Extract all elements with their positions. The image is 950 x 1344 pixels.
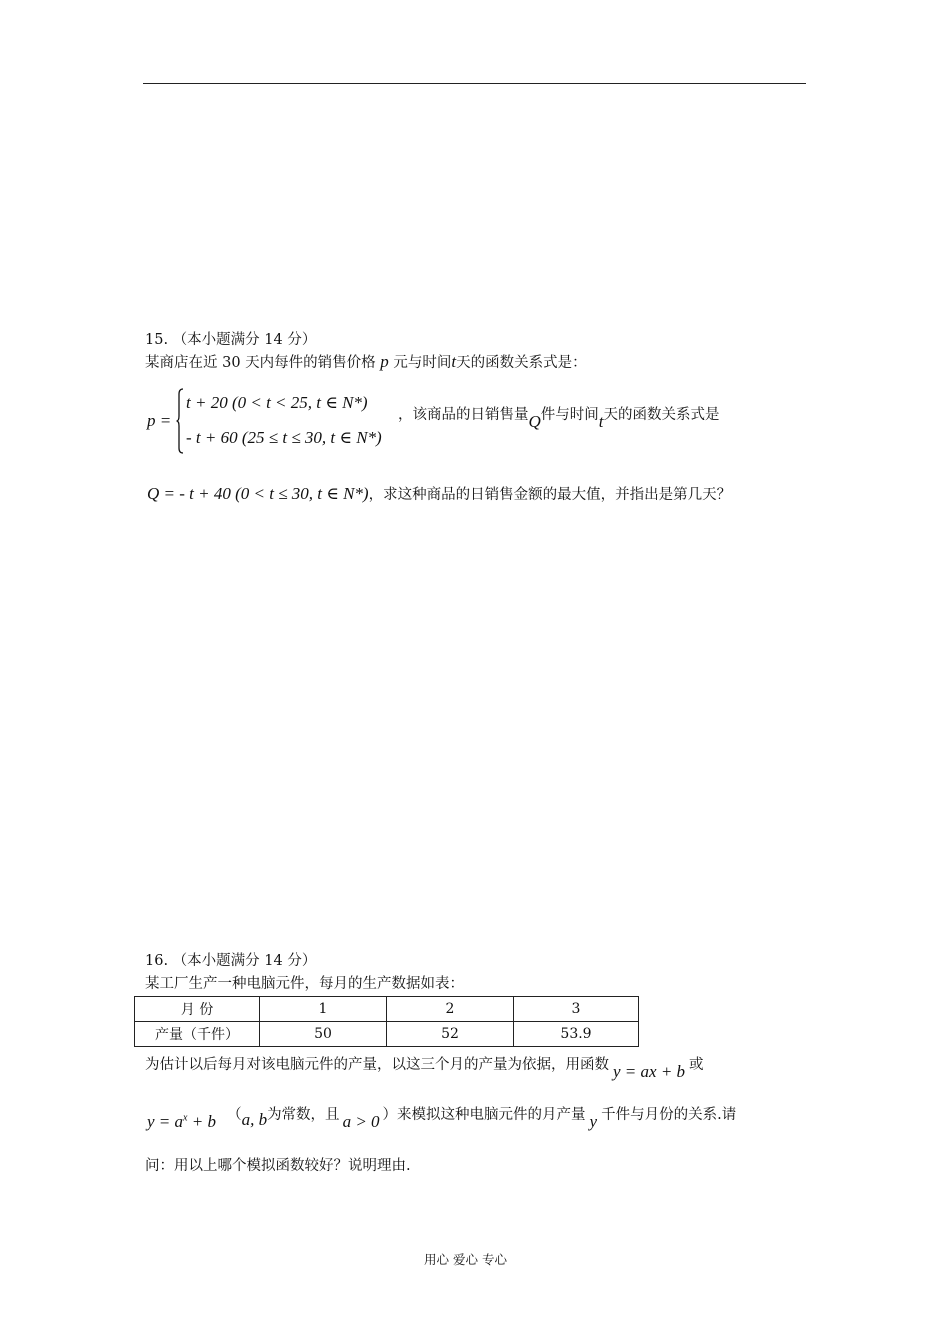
q15-p-lhs: p = bbox=[147, 411, 172, 430]
q15-intro-a: 某商店在近 30 天内每件的销售价格 bbox=[145, 355, 376, 371]
q16-header: 16. （本小题满分 14 分） bbox=[145, 953, 317, 969]
q15-mid-b: 件与时间 bbox=[540, 407, 599, 423]
q15-intro-b: 元与时间 bbox=[393, 355, 452, 371]
table-cell: 2 bbox=[387, 997, 514, 1022]
q16-or: 或 bbox=[689, 1057, 704, 1073]
q15-question: ，求这种商品的日销售金额的最大值，并指出是第几天？ bbox=[368, 487, 732, 503]
q15-var-Q: Q bbox=[528, 412, 541, 431]
q16-intro: 某工厂生产一种电脑元件，每月的生产数据如表： bbox=[145, 976, 464, 992]
q16-line1 bbox=[145, 1053, 704, 1081]
q15-mid bbox=[398, 403, 720, 431]
q15-mid-c: 天的函数关系式是 bbox=[603, 407, 720, 423]
q15-var-t2: t bbox=[598, 412, 604, 431]
q15-piece1: t + 20 (0 < t < 25, t ∈ N*) bbox=[186, 393, 368, 412]
piecewise-brace bbox=[176, 388, 184, 454]
production-table bbox=[134, 996, 639, 1047]
table-cell: 3 bbox=[514, 997, 639, 1022]
q16-line3: 问：用以上哪个模拟函数较好？说明理由. bbox=[145, 1158, 411, 1174]
q16-line2b: ）来模拟这种电脑元件的月产量 bbox=[382, 1107, 586, 1123]
table-header-cell: 月 份 bbox=[135, 997, 260, 1022]
q16-const: 为常数，且 bbox=[267, 1107, 340, 1123]
table-row bbox=[135, 997, 639, 1022]
table-cell: 1 bbox=[260, 997, 387, 1022]
q15-header: 15. （本小题满分 14 分） bbox=[145, 332, 317, 348]
header-rule bbox=[143, 83, 806, 84]
page-footer: 用心 爱心 专心 bbox=[424, 1252, 507, 1267]
q16-line2c: 千件与月份的关系.请 bbox=[601, 1107, 737, 1123]
table-cell: 53.9 bbox=[514, 1022, 639, 1047]
q16-ab: a, b bbox=[241, 1110, 268, 1129]
q15-q-line bbox=[147, 483, 731, 504]
q16-line1-text: 为估计以后每月对该电脑元件的产量，以这三个月的产量为依据，用函数 bbox=[145, 1057, 609, 1073]
table-cell: 52 bbox=[387, 1022, 514, 1047]
q15-q-formula: Q = - t + 40 (0 < t ≤ 30, t ∈ N*) bbox=[147, 484, 369, 503]
q16-cond: a > 0 bbox=[342, 1112, 380, 1131]
table-row bbox=[135, 1022, 639, 1047]
table-header-cell: 产量（千件） bbox=[135, 1022, 260, 1047]
q15-var-p: p bbox=[380, 352, 389, 371]
table-cell: 50 bbox=[260, 1022, 387, 1047]
q15-piece2: - t + 60 (25 ≤ t ≤ 30, t ∈ N*) bbox=[186, 428, 382, 447]
q16-line2 bbox=[147, 1103, 737, 1131]
q15-mid-a: ，该商品的日销售量 bbox=[398, 407, 529, 423]
q16-paren: （ bbox=[227, 1107, 242, 1123]
q16-var-y: y bbox=[589, 1112, 598, 1131]
q15-var-t: t bbox=[451, 352, 457, 371]
q16-f1: y = ax + b bbox=[613, 1062, 686, 1081]
q16-f2: $y = a^x + b$ bbox=[147, 1112, 216, 1131]
q15-intro bbox=[145, 351, 587, 372]
q15-intro-c: 天的函数关系式是： bbox=[456, 355, 587, 371]
